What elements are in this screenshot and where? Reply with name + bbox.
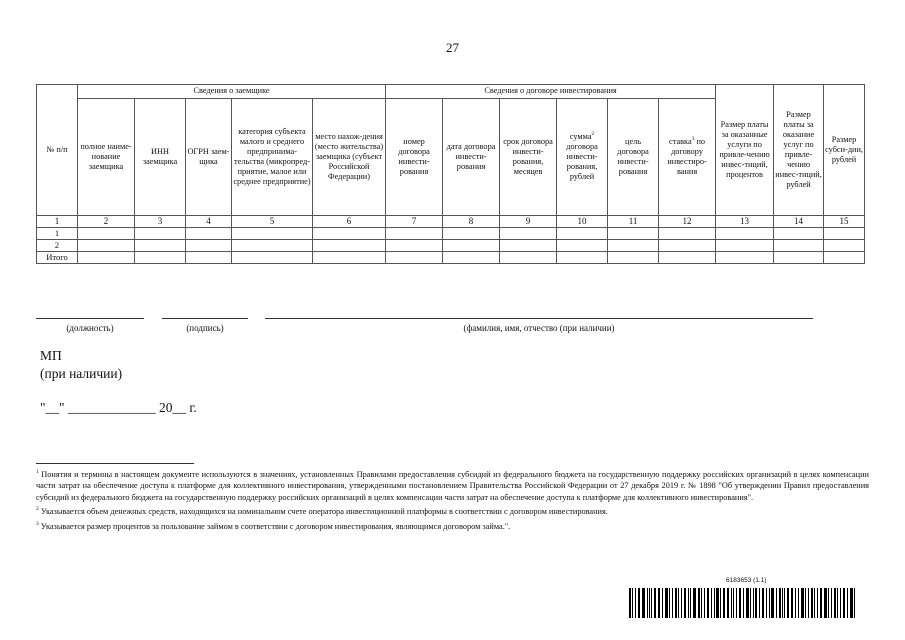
barcode-bar: [698, 588, 700, 618]
barcode-bar: [723, 588, 725, 618]
footnote-text: Указывается размер процентов за пользование займом в соответствии с договором инвестирования, являющимся договором займа.: [40, 521, 505, 531]
footnote-ref-2: 2: [591, 130, 595, 137]
col-number: 12: [659, 216, 716, 228]
header-ogrn: ОГРН заем-щика: [186, 99, 232, 216]
input-cell[interactable]: [78, 240, 135, 252]
barcode-bar: [727, 588, 729, 618]
barcode-bar: [672, 588, 673, 618]
barcode-bar: [746, 588, 749, 618]
input-cell[interactable]: [774, 228, 824, 240]
header-contract-date: дата договора инвести-рования: [443, 99, 500, 216]
input-cell[interactable]: [774, 252, 824, 264]
footnote-mark: 3: [36, 520, 39, 527]
header-sum-label: сумма: [569, 131, 592, 141]
input-cell[interactable]: [443, 240, 500, 252]
name-label: (фамилия, имя, отчество (при наличии): [463, 323, 615, 333]
col-number: 15: [824, 216, 865, 228]
input-cell[interactable]: [443, 228, 500, 240]
barcode-bar: [787, 588, 789, 618]
stamp-note: (при наличии): [40, 366, 123, 381]
barcode-bar: [635, 588, 636, 618]
header-num: № п/п: [37, 85, 78, 216]
footnote-mark: 2: [36, 506, 39, 513]
footnote-divider: [36, 463, 194, 464]
table-row: [37, 240, 865, 252]
input-cell[interactable]: [557, 228, 608, 240]
col-number: 6: [313, 216, 386, 228]
position-label: (должность): [66, 323, 114, 333]
input-cell[interactable]: [824, 252, 865, 264]
barcode-bar: [798, 588, 799, 618]
input-cell[interactable]: [557, 252, 608, 264]
barcode-bar: [776, 588, 777, 618]
header-fullname: полное наиме-нование заемщика: [78, 99, 135, 216]
barcode-bar: [750, 588, 751, 618]
col-number: 1: [37, 216, 78, 228]
barcode-bar: [766, 588, 767, 618]
footnote-text: Указывается объем денежных средств, находящихся на номинальном счете оператора инвестиционной платформы в соответствии с договором инвестирования.: [40, 507, 608, 517]
barcode-bar: [814, 588, 815, 618]
input-cell[interactable]: [135, 240, 186, 252]
input-cell[interactable]: [716, 252, 774, 264]
barcode-bar: [824, 588, 827, 618]
barcode-bar: [690, 588, 691, 618]
barcode-bar: [771, 588, 774, 618]
page-number: 27: [446, 40, 459, 55]
barcode-bar: [736, 588, 737, 618]
header-contract-number: номер договора инвести-рования: [386, 99, 443, 216]
header-group-borrower: Сведения о заемщике: [78, 85, 386, 99]
barcode-bar: [831, 588, 832, 618]
date-line[interactable]: "__" _____________ 20__ г.: [40, 400, 197, 415]
input-cell[interactable]: [659, 240, 716, 252]
input-cell[interactable]: [824, 240, 865, 252]
report-table: [36, 84, 865, 264]
barcode-bar: [795, 588, 796, 618]
header-rate: [659, 99, 716, 216]
input-cell[interactable]: [557, 240, 608, 252]
col-number: 3: [135, 216, 186, 228]
barcode-bar: [647, 588, 648, 618]
footnote-mark: 1: [36, 469, 39, 476]
barcode-bar: [701, 588, 702, 618]
barcode-bar: [854, 588, 855, 618]
input-cell[interactable]: [500, 252, 557, 264]
input-cell[interactable]: [78, 228, 135, 240]
barcode-bar: [711, 588, 712, 618]
barcode-bar: [828, 588, 829, 618]
barcode-bar: [843, 588, 845, 618]
row-label: 1: [37, 228, 78, 240]
input-cell[interactable]: [500, 228, 557, 240]
barcode-bar: [632, 588, 633, 618]
barcode-bar: [808, 588, 809, 618]
barcode-bar: [665, 588, 668, 618]
col-number: 8: [443, 216, 500, 228]
barcode-bar: [707, 588, 709, 618]
barcode-bar: [769, 588, 770, 618]
barcode-bar: [669, 588, 670, 618]
header-term: срок договора инвести-рования, месяцев: [500, 99, 557, 216]
position-line[interactable]: [36, 318, 144, 319]
input-cell[interactable]: [78, 252, 135, 264]
barcode-bar: [693, 588, 696, 618]
input-cell[interactable]: [313, 228, 386, 240]
barcode-bar: [704, 588, 705, 618]
barcode-bar: [678, 588, 679, 618]
footnote-3: [36, 521, 869, 532]
document-code: 6183653 (1.1): [726, 577, 767, 584]
header-sum-rest: договора инвести-рования, рублей: [566, 141, 598, 182]
input-cell[interactable]: [774, 240, 824, 252]
barcode-bar: [658, 588, 660, 618]
barcode-bar: [649, 588, 650, 618]
column-numbers-row: [37, 216, 865, 228]
input-cell[interactable]: [186, 228, 232, 240]
input-cell[interactable]: [716, 240, 774, 252]
header-rate-rest: по договору инвестиро-вания: [667, 136, 707, 177]
input-cell[interactable]: [659, 228, 716, 240]
col-number: 9: [500, 216, 557, 228]
col-number: 4: [186, 216, 232, 228]
col-number: 14: [774, 216, 824, 228]
header-inn: ИНН заемщика: [135, 99, 186, 216]
barcode-bar: [820, 588, 822, 618]
header-subsidy: Размер субси-дии, рублей: [824, 85, 865, 216]
barcode-bar: [762, 588, 764, 618]
input-cell[interactable]: [135, 228, 186, 240]
input-cell[interactable]: [716, 228, 774, 240]
row-label: 2: [37, 240, 78, 252]
header-group-contract: Сведения о договоре инвестирования: [386, 85, 716, 99]
input-cell[interactable]: [386, 252, 443, 264]
table-row: [37, 228, 865, 240]
input-cell[interactable]: [659, 252, 716, 264]
input-cell[interactable]: [313, 240, 386, 252]
input-cell[interactable]: [443, 252, 500, 264]
barcode-bar: [642, 588, 645, 618]
col-number: 5: [232, 216, 313, 228]
barcode-bar: [805, 588, 806, 618]
footnote-2: [36, 506, 869, 517]
barcode-bar: [675, 588, 677, 618]
stamp-label: МП: [40, 348, 62, 363]
header-rate-label: ставка: [669, 136, 692, 146]
input-cell[interactable]: [232, 228, 313, 240]
input-cell[interactable]: [824, 228, 865, 240]
barcode-bar: [714, 588, 715, 618]
barcode-bar: [779, 588, 781, 618]
header-sum: [557, 99, 608, 216]
barcode-bar: [733, 588, 734, 618]
signature-label: (подпись): [186, 323, 224, 333]
barcode-bar: [662, 588, 663, 618]
col-number: 2: [78, 216, 135, 228]
footnote-ref-3: 3: [691, 136, 695, 143]
barcode: [629, 588, 857, 618]
total-label: Итого: [37, 252, 78, 264]
barcode-bar: [743, 588, 744, 618]
barcode-bar: [850, 588, 853, 618]
barcode-bar: [651, 588, 652, 618]
header-purpose: цель договора инвести-рования: [608, 99, 659, 216]
name-line[interactable]: [265, 318, 813, 319]
input-cell[interactable]: [186, 252, 232, 264]
barcode-bar: [684, 588, 686, 618]
barcode-bar: [739, 588, 741, 618]
header-fee-percent: Размер платы за оказанные услуги по привле-чению инвес-тиций, процентов: [716, 85, 774, 216]
barcode-bar: [784, 588, 785, 618]
input-cell[interactable]: [386, 228, 443, 240]
barcode-bar: [834, 588, 836, 618]
barcode-bar: [811, 588, 813, 618]
barcode-bar: [716, 588, 719, 618]
input-cell[interactable]: [500, 240, 557, 252]
header-fee-rub: Размер платы за оказание услуг по привле-чению инвес-тиций, рублей: [774, 85, 824, 216]
barcode-bar: [688, 588, 689, 618]
barcode-bar: [720, 588, 721, 618]
footnotes: [36, 469, 869, 535]
input-cell[interactable]: [608, 228, 659, 240]
header-location: место нахож-дения (место жительства) заемщика (субъект Российской Федерации): [313, 99, 386, 216]
col-number: 11: [608, 216, 659, 228]
barcode-bar: [782, 588, 783, 618]
footnote-text: Понятия и термины в настоящем документе используются в значениях, установленных Правилами предоставления субсидий из федерального бюджета на государственную поддержку российских организаций в целях компенсации части затрат на обеспечение доступа к платформе для коллективного инвестирования, утвержденными постановлением Правительства Российской Федерации от 27 декабря 2019 г. № 1898 "Об утверждении Правил предоставления субсидий из федерального бюджета на государственную поддержку российских организаций в целях компенсации части затрат на обеспечение доступа к платформе для коллективного инвестирования".: [36, 470, 869, 502]
barcode-bar: [759, 588, 760, 618]
barcode-bar: [801, 588, 804, 618]
col-number: 13: [716, 216, 774, 228]
input-cell[interactable]: [386, 240, 443, 252]
total-row: [37, 252, 865, 264]
stamp-block: [40, 347, 122, 383]
input-cell[interactable]: [135, 252, 186, 264]
barcode-bar: [847, 588, 848, 618]
barcode-bar: [638, 588, 640, 618]
barcode-bar: [629, 588, 631, 618]
input-cell[interactable]: [608, 240, 659, 252]
footnote-end: ".: [504, 521, 511, 531]
barcode-bar: [817, 588, 818, 618]
input-cell[interactable]: [232, 252, 313, 264]
barcode-bar: [731, 588, 732, 618]
col-number: 10: [557, 216, 608, 228]
input-cell[interactable]: [313, 252, 386, 264]
barcode-bar: [654, 588, 656, 618]
header-category: категория субъекта малого и среднего предпринима-тельства (микропред-приятие, малое или среднее предприятие): [232, 99, 313, 216]
barcode-bar: [837, 588, 838, 618]
barcode-bar: [791, 588, 793, 618]
barcode-bar: [840, 588, 841, 618]
barcode-bar: [681, 588, 682, 618]
footnote-1: [36, 469, 869, 503]
signature-line[interactable]: [162, 318, 248, 319]
barcode-bar: [753, 588, 754, 618]
input-cell[interactable]: [186, 240, 232, 252]
input-cell[interactable]: [608, 252, 659, 264]
barcode-bar: [755, 588, 757, 618]
col-number: 7: [386, 216, 443, 228]
input-cell[interactable]: [232, 240, 313, 252]
